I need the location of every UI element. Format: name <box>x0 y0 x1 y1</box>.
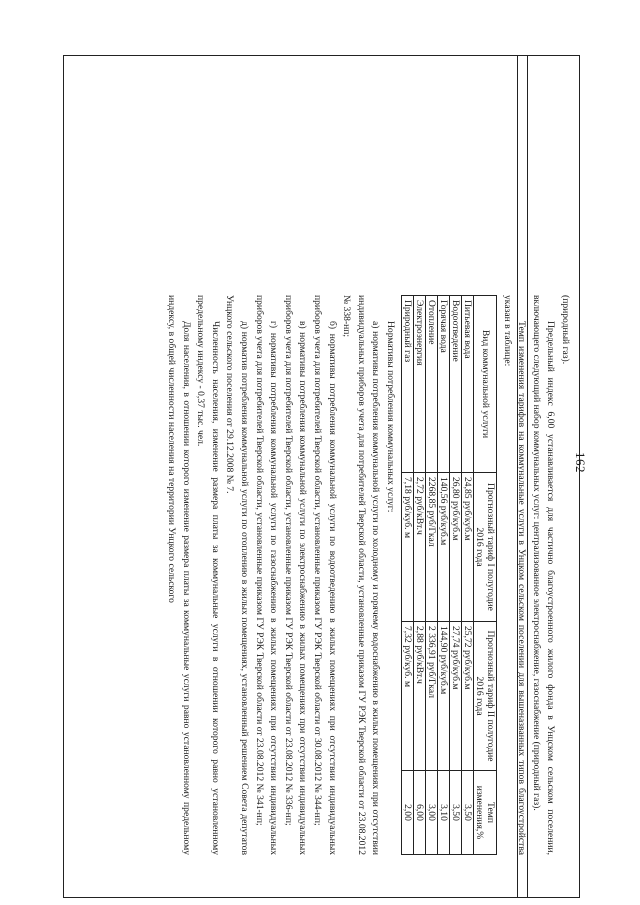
cell-rate: 2,00 <box>402 771 414 855</box>
cell-rate: 3,50 <box>450 771 462 855</box>
cell-tariff-h2: 144,90 руб/куб.м <box>438 622 450 771</box>
cell-service: Электроэнергия <box>414 296 426 473</box>
cell-tariff-h2: 2,88 руб/кВт.ч <box>414 622 426 771</box>
paragraph: Темп изменения тарифов на коммунальные услуги в Унцком сельском поселении для вышеназванных типов благоустройства указан в таблице: <box>501 295 528 855</box>
table-row <box>462 296 474 855</box>
cell-tariff-h1: 24,85 руб/куб.м <box>462 473 474 622</box>
cell-tariff-h2: 27,74 руб/куб.м <box>450 622 462 771</box>
cell-tariff-h2: 2 336,91 руб/Гкал <box>426 622 438 771</box>
cell-tariff-h1: 26,80 руб/куб.м <box>450 473 462 622</box>
rotated-content <box>63 55 588 898</box>
cell-tariff-h2: 25,72 руб/куб.м <box>462 622 474 771</box>
header-service: Вид коммунальной услуги <box>474 296 497 473</box>
paragraph: б) нормативы потребления коммунальной услуги по водоотведению в жилых помещениях при отсутствии индивидуальных приборов учета для потребителей Тверской области, установленные приказом ГУ РЭК Тверской области от 30.08.2012 № 344-нп; <box>312 295 338 855</box>
cell-service: Питьевая вода <box>462 296 474 473</box>
paragraph: Численность населения, изменение размера платы за коммунальные услуги в отношении которого равно установленному предельному индексу - 0,37 тыс. чел. <box>195 295 221 855</box>
cell-service: Природный газ <box>402 296 414 473</box>
cell-rate: 3,50 <box>462 771 474 855</box>
cell-service: Отопление <box>426 296 438 473</box>
cell-tariff-h1: 2268,85 руб/Гкал <box>426 473 438 622</box>
cell-service: Горячая вода <box>438 296 450 473</box>
cell-tariff-h1: 140,56 руб/куб.м <box>438 473 450 622</box>
paragraph: в) нормативы потребления коммунальной услуги по электроснабжению в жилых помещениях при отсутствии индивидуальных приборов учета для потребителей Тверской области, установленные приказом ГУ РЭК Тверской области от 23.08.2012 № 336-нп; <box>282 295 309 855</box>
cell-tariff-h1: 7,18 руб/куб. м <box>402 473 414 622</box>
table-row <box>414 296 426 855</box>
header-tariff-h1: Прогнозный тариф I полугодие 2016 года <box>474 473 497 622</box>
table-row <box>402 296 414 855</box>
table-row <box>438 296 450 855</box>
paragraph: Предельный индекс 6,00 устанавливается для частично благоустроенного жилого фонда в Унцском сельском поселении, включающего следующий набор коммунальных услуг: централизованное электроснабжение, газоснабжение (природный газ). <box>530 295 557 855</box>
cell-tariff-h2: 7,32 руб/куб. м <box>402 622 414 771</box>
cell-tariff-h1: 2,72 руб/кВт.ч <box>414 473 426 622</box>
paragraph: д) норматив потребления коммунальной услуги по отоплению в жилых помещениях, установленный решением Совета депутатов Унцкого сельского поселения от 29.12.2008 № 7. <box>224 295 251 855</box>
table-row <box>426 296 438 855</box>
paragraph: Нормативы потребления коммунальных услуг: <box>385 321 397 513</box>
paragraph: г) нормативы потребления коммунальной услуги по газоснабжению в жилых помещениях при отсутствии индивидуальных приборов учета для потребителей Тверской области, установленные приказом ГУ РЭК Тверской области от 23.08.2012 № 341-нп; <box>253 295 280 855</box>
table-row <box>450 296 462 855</box>
paragraph: (природный газ). <box>560 295 571 365</box>
tariff-table <box>401 295 497 855</box>
paragraph: а) нормативы потребления коммунальной услуги по холодному и горячему водоснабжению в жилых помещениях при отсутствии индивидуальных приборов учета для потребителей Тверской области, установленные приказом ГУ РЭК Тверской области от 23.08.2012 № 338-нп; <box>341 295 382 855</box>
main-text <box>164 295 572 855</box>
cell-rate: 3,10 <box>438 771 450 855</box>
cell-service: Водоотведение <box>450 296 462 473</box>
paragraph: Доля населения, в отношении которого изменение размера платы за коммунальные услуги равно установленному предельному индексу, в общей численности населения на территории Унцкого сельского <box>166 295 192 855</box>
cell-rate: 3,00 <box>426 771 438 855</box>
table-header-row <box>474 296 497 855</box>
header-rate: Темп изменения,% <box>474 771 497 855</box>
cell-rate: 6,00 <box>414 771 426 855</box>
page-number: 162 <box>573 452 588 473</box>
header-tariff-h2: Прогнозный тариф II полугодие 2016 года <box>474 622 497 771</box>
